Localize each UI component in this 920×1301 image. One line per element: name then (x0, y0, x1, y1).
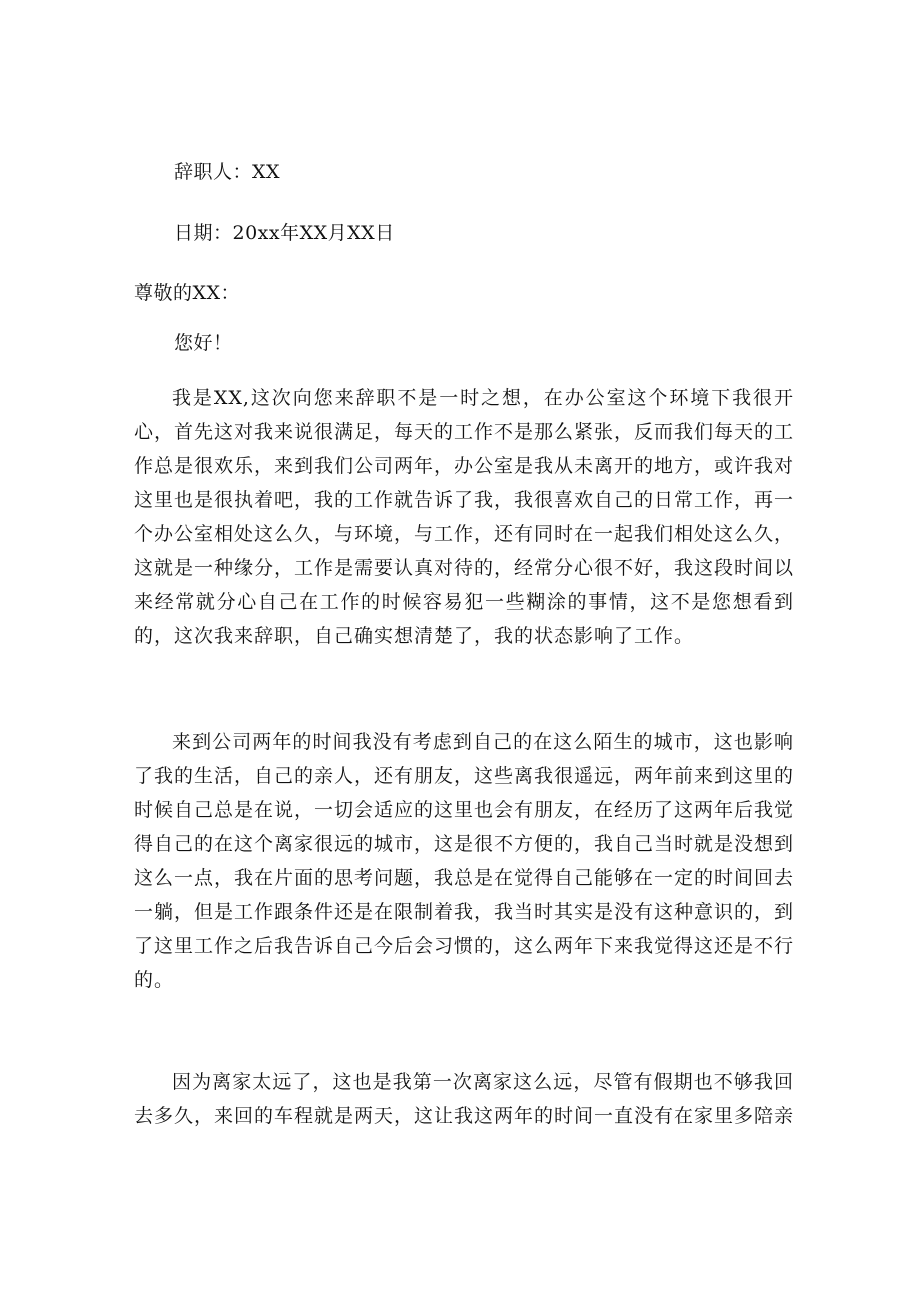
paragraph-2: 来到公司两年的时间我没有考虑到自己的在这么陌生的城市，这也影响了我的生活，自己的亲人，还有朋友，这些离我很遥远，两年前来到这里的时候自己总是在说，一切会适应的这里也会有朋友，在经历了这两年后我觉得自己的在这个离家很远的城市，这是很不方便的，我自己当时就是没想到这么一点，我在片面的思考问题，我总是在觉得自己能够在一定的时间回去一躺，但是工作跟条件还是在限制着我，我当时其实是没有这种意识的，到了这里工作之后我告诉自己今后会习惯的，这么两年下来我觉得这还是不行的。 (134, 731, 795, 991)
paragraph-3: 因为离家太远了，这也是我第一次离家这么远，尽管有假期也不够我回去多久，来回的车程就是两天，这让我这两年的时间一直没有在家里多陪亲 (134, 1071, 795, 1127)
resigner-line: 辞职人：XX (174, 161, 281, 183)
date-line: 日期：20xx年XX月XX日 (174, 222, 395, 244)
greeting: 您好！ (174, 332, 233, 354)
salutation: 尊敬的XX： (134, 282, 241, 304)
paragraph-1: 我是XX,这次向您来辞职不是一时之想，在办公室这个环境下我很开心，首先这对我来说很满足，每天的工作不是那么紧张，反而我们每天的工作总是很欢乐，来到我们公司两年，办公室是我从未离开的地方，或许我对这里也是很执着吧，我的工作就告诉了我，我很喜欢自己的日常工作，再一个办公室相处这么久，与环境，与工作，还有同时在一起我们相处这么久，这就是一种缘分，工作是需要认真对待的，经常分心很不好，我这段时间以来经常就分心自己在工作的时候容易犯一些糊涂的事情，这不是您想看到的，这次我来辞职，自己确实想清楚了，我的状态影响了工作。 (134, 387, 795, 647)
